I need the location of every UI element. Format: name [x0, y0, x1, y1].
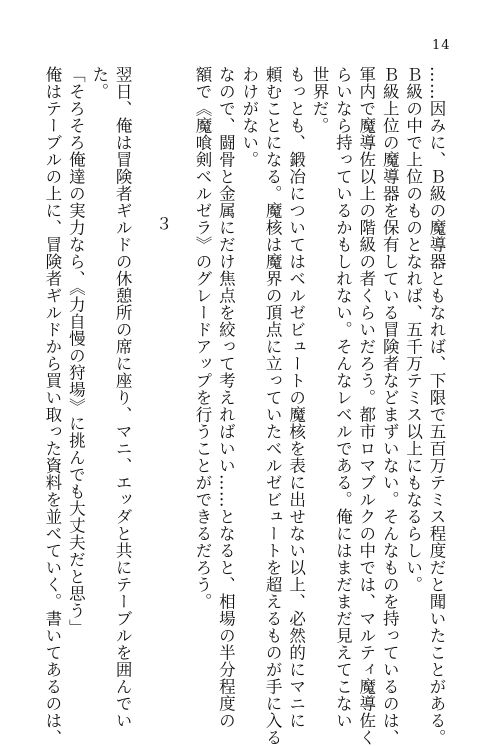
text-line: 翌日、俺は冒険者ギルドの休憩所の席に座り、マニ、エッダと共にテーブルを囲んでい [113, 66, 133, 729]
text-line: もっとも、鍛冶についてはベルゼビュートの魔核を表に出せない以上、必然的にマニに [286, 66, 306, 729]
blank-line [174, 66, 191, 666]
blank-line [134, 66, 151, 666]
text-line: わけがない。 [239, 66, 259, 168]
section-heading: ３ [153, 214, 173, 232]
text-line: 軍内で魔導佐以上の階級の者くらいだろう。都市ロマブルクの中では、マルティ魔導佐く [356, 66, 376, 746]
text-line: 世界だ。 [309, 66, 329, 134]
body-text [42, 66, 448, 746]
text-line: ……因みに、Ｂ級の魔導器ともなれば、下限で五百万テミス程度だと聞いたことがある。 [427, 66, 446, 746]
text-line: 俺はテーブルの上に、冒険者ギルドから買い取った資料を並べていく。書いてあるのは、 [42, 66, 62, 746]
text-line: 頼むことになる。魔核は魔界の頂点に立っていたベルゼビュートを超えるものが手に入る [263, 66, 283, 746]
page-number: 14 [432, 38, 451, 53]
text-line: た。 [89, 66, 109, 100]
text-line: なので、闘骨と金属にだけ焦点を絞って考えればいい……となると、相場の半分程度の [216, 66, 236, 729]
text-line: 「そろそろ俺達の実力なら、《力自慢の狩場》に挑んでも大丈夫だと思う」 [66, 66, 86, 636]
text-line: Ｂ級上位の魔導器を保有している冒険者などまずいない。そんなものを持っているのは、 [380, 66, 400, 746]
text-line: Ｂ級の中で上位のものとなれば、五千万テミス以上にもなるらしい。 [403, 66, 423, 593]
text-line: らいなら持っているかもしれない。そんなレベルである。俺にはまだまだ見えてこない [333, 66, 353, 729]
text-line: 額で《魔喰剣ベルゼラ》のグレードアップを行うことができるだろう。 [192, 66, 212, 610]
